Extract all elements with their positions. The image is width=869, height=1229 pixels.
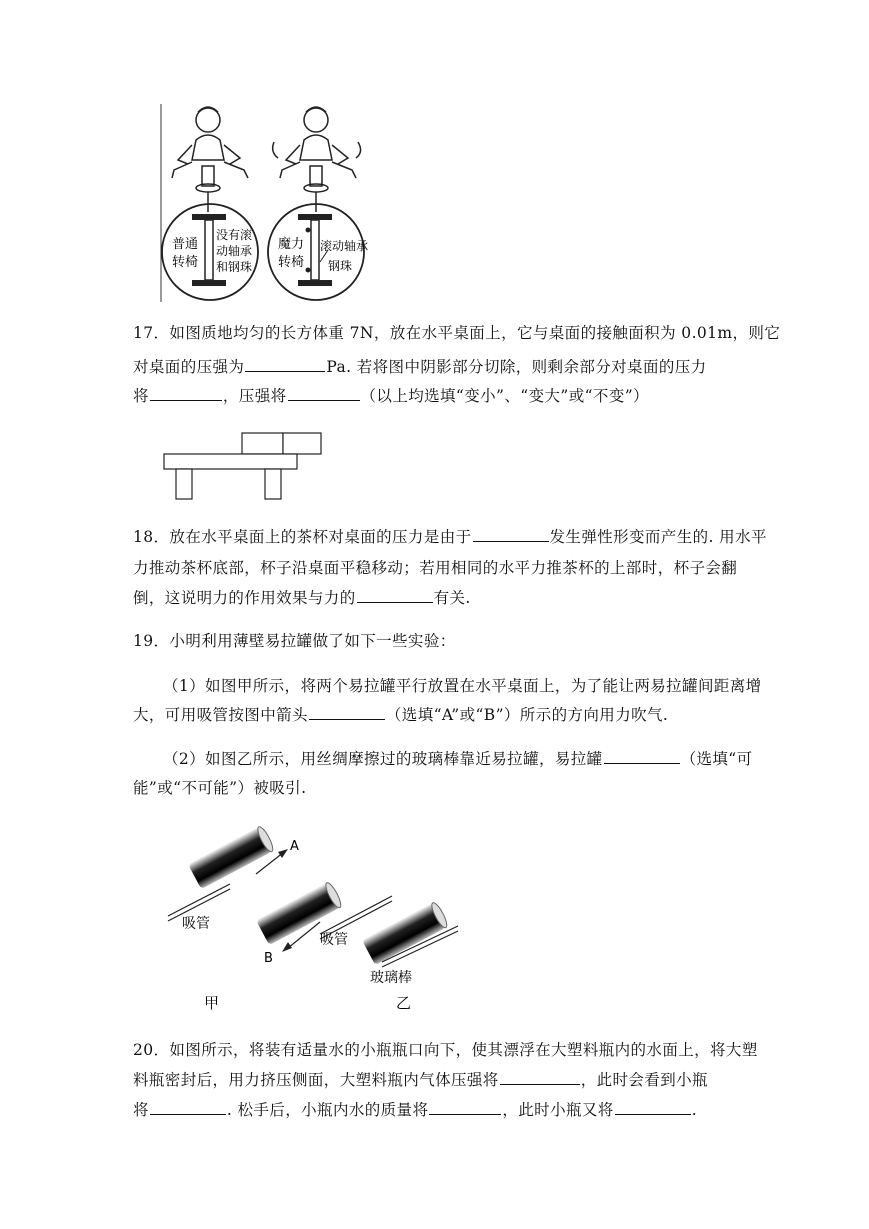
q20-blank-bottle-motion[interactable] [150, 1100, 226, 1115]
q20-line-2 [133, 1070, 708, 1090]
can-1 [188, 825, 275, 889]
q19-text: （选填“A”或“B”）所示的方向用力吹气. [385, 706, 669, 724]
q18-blank-deformation[interactable] [473, 527, 549, 542]
right-chair-note-1: 滚动轴承 [320, 239, 369, 253]
table-leg-right [265, 469, 281, 499]
q20-text: 料瓶密封后，用力挤压侧面，大塑料瓶内气体压强将 [133, 1071, 499, 1089]
q18-text: 有关. [433, 589, 471, 607]
q17-line-3 [133, 386, 649, 406]
q18-blank-factor[interactable] [357, 588, 433, 603]
q19-part2-line-1 [163, 749, 753, 769]
table-leg-left [176, 469, 192, 499]
q19-part1-line-2 [133, 705, 668, 725]
q20-text: . 松手后，小瓶内水的质量将 [226, 1101, 429, 1119]
straw-2-label: 吸管 [320, 932, 348, 948]
swivel-chair-figure [158, 100, 380, 304]
arrow-a-label: A [290, 839, 299, 854]
q17-text: （以上均选填“变小”、“变大”或“不变”） [360, 387, 649, 405]
q19-blank-arrow[interactable] [309, 705, 385, 720]
block-shaded-part [283, 433, 321, 454]
q20-blank-water-mass[interactable] [429, 1100, 501, 1115]
q18-text: 18．放在水平桌面上的茶杯对桌面的压力是由于 [133, 528, 472, 546]
q17-blank-pressure[interactable] [245, 357, 325, 372]
q18-text: 倒，这说明力的作用效果与力的 [133, 589, 356, 607]
left-person-illustration [172, 107, 248, 204]
left-chair-note-2: 动轴承 [216, 244, 253, 258]
q20-text: ，此时会看到小瓶 [580, 1071, 708, 1089]
straw-1-label: 吸管 [182, 916, 210, 932]
left-chair-label-2: 转椅 [172, 255, 199, 270]
q18-text: 发生弹性形变而产生的. 用水平 [549, 528, 767, 546]
q17-text: 将 [133, 387, 149, 405]
q17-text: 对桌面的压强为 [133, 358, 245, 376]
q19-text: （2）如图乙所示，用丝绸摩擦过的玻璃棒靠近易拉罐，易拉罐 [163, 750, 603, 768]
left-chair-label-1: 普通 [172, 237, 199, 252]
q17-text: Pa. 若将图中阴影部分切除，则剩余部分对桌面的压力 [326, 358, 707, 376]
q19-text: 大，可用吸管按图中箭头 [133, 706, 308, 724]
cans-figure [160, 818, 470, 1018]
q20-text: ，此时小瓶又将 [502, 1101, 614, 1119]
table-top [164, 454, 297, 469]
glass-rod-label: 玻璃棒 [370, 970, 412, 986]
right-chair-label-1: 魔力 [278, 237, 305, 252]
q17-blank-pressure-change[interactable] [288, 386, 360, 401]
q19-line-1: 19．小明利用薄壁易拉罐做了如下一些实验： [133, 632, 456, 650]
q19-part2-line-2: 能”或“不可能”）被吸引. [133, 779, 307, 797]
q20-line-3 [133, 1100, 697, 1120]
q17-text: ，压强将 [222, 387, 287, 405]
q20-line-1: 20．如图所示，将装有适量水的小瓶瓶口向下，使其漂浮在大塑料瓶内的水面上，将大塑 [133, 1041, 758, 1059]
arrow-b-label: B [264, 951, 273, 966]
q17-blank-force[interactable] [150, 386, 222, 401]
q20-text: 将 [133, 1101, 149, 1119]
q18-line-3 [133, 588, 471, 608]
right-chair-label-2: 转椅 [278, 255, 305, 270]
block-left-part [242, 433, 283, 454]
q20-blank-bottle-again[interactable] [615, 1100, 691, 1115]
block-on-table-figure [160, 430, 330, 502]
q18-line-2: 力推动茶杯底部，杯子沿桌面平稳移动；若用相同的水平力推茶杯的上部时，杯子会翻 [133, 559, 738, 577]
left-chair-detail [162, 204, 258, 300]
right-chair-detail [268, 204, 368, 300]
q20-blank-gas-pressure[interactable] [500, 1070, 580, 1085]
left-chair-note-3: 和钢珠 [216, 260, 253, 274]
q17-line-1: 17．如图质地均匀的长方体重 7N，放在水平桌面上，它与桌面的接触面积为 0.01m，则它 [133, 324, 781, 342]
q19-blank-attract[interactable] [604, 749, 680, 764]
label-jia: 甲 [204, 994, 220, 1012]
q20-text: . [691, 1101, 698, 1119]
right-chair-note-2: 钢珠 [328, 259, 353, 273]
right-person-illustration [273, 107, 361, 204]
q17-line-2 [133, 357, 707, 377]
label-yi: 乙 [396, 994, 412, 1012]
q19-part1-line-1: （1）如图甲所示，将两个易拉罐平行放置在水平桌面上，为了能让两易拉罐间距离增 [163, 677, 762, 695]
left-chair-note-1: 没有滚 [216, 228, 253, 242]
q19-text: （选填“可 [680, 750, 753, 768]
q18-line-1 [133, 527, 767, 547]
